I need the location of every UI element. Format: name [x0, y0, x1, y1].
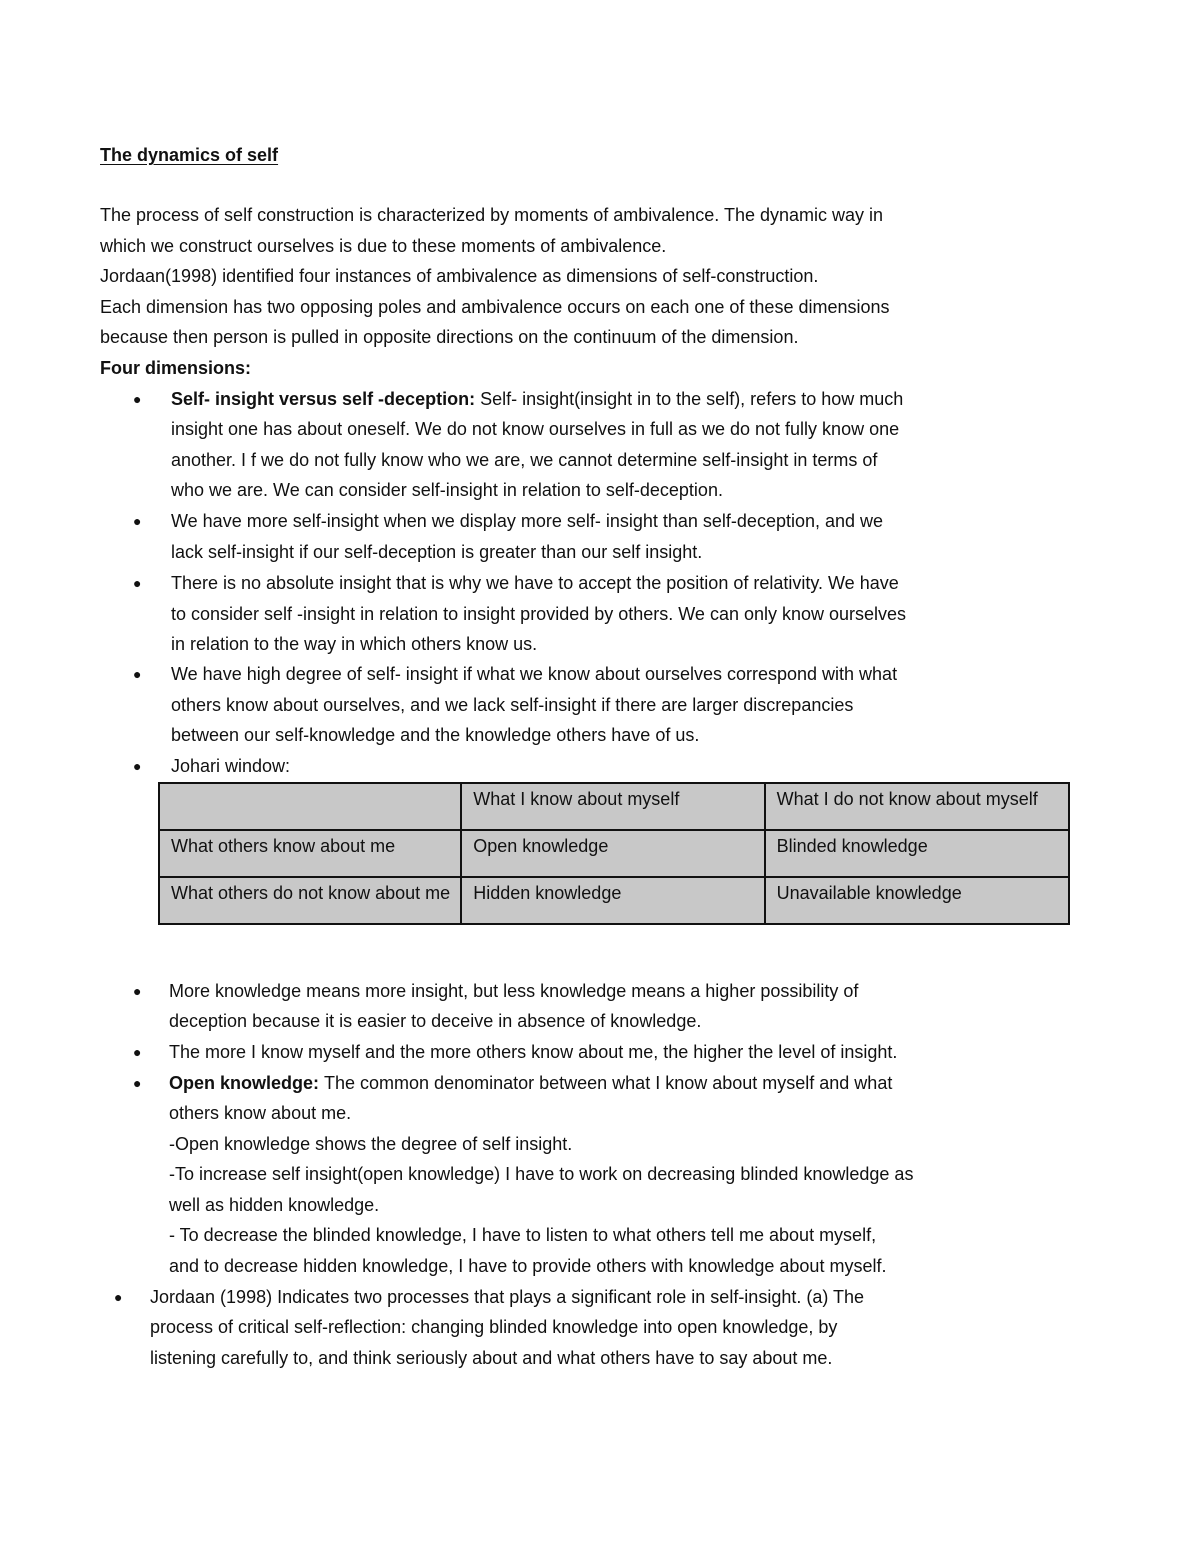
bullet-icon: ● [133, 758, 142, 774]
table-header-cell [159, 783, 461, 830]
list-item-line: listening carefully to, and think seriously about and what others have to say about me. [150, 1348, 833, 1368]
list-item: The more I know myself and the more others know about me, the higher the level of insight. [169, 1042, 898, 1062]
table-row [159, 877, 1069, 924]
list-item-line: who we are. We can consider self-insight in relation to self-deception. [171, 480, 723, 500]
bullet-text: The common denominator between what I know about myself and what [324, 1073, 893, 1093]
list-item-line: -Open knowledge shows the degree of self insight. [169, 1134, 573, 1154]
list-item: More knowledge means more insight, but less knowledge means a higher possibility of [169, 981, 859, 1001]
bullet-text: Self- insight(insight in to the self), refers to how much [480, 389, 904, 409]
list-item-line: another. I f we do not fully know who we are, we cannot determine self-insight in terms of [171, 450, 878, 470]
list-item-line: -To increase self insight(open knowledge) I have to work on decreasing blinded knowledge as [169, 1164, 914, 1184]
list-item-line: insight one has about oneself. We do not know ourselves in full as we do not fully know one [171, 419, 900, 439]
table-header-cell: What I know about myself [461, 783, 764, 830]
bullet-bold-term: Self- insight versus self -deception: [171, 389, 481, 409]
list-item: There is no absolute insight that is why we have to accept the position of relativity. We have [171, 573, 899, 593]
list-item: Jordaan (1998) Indicates two processes that plays a significant role in self-insight. (a) The [150, 1287, 865, 1307]
bullet-icon: ● [133, 575, 142, 591]
list-item [171, 387, 903, 411]
table-cell: Unavailable knowledge [765, 877, 1069, 924]
list-item-line: - To decrease the blinded knowledge, I have to listen to what others tell me about myself, [169, 1225, 877, 1245]
table-cell: Open knowledge [461, 830, 764, 877]
list-item-line: between our self-knowledge and the knowledge others have of us. [171, 725, 700, 745]
bullet-icon: ● [133, 1044, 142, 1060]
list-item: We have more self-insight when we display more self- insight than self-deception, and we [171, 511, 884, 531]
table-cell: Hidden knowledge [461, 877, 764, 924]
list-item-line: others know about me. [169, 1103, 352, 1123]
list-item-line: others know about ourselves, and we lack self-insight if there are larger discrepancies [171, 695, 854, 715]
johari-window-table [158, 782, 1070, 925]
list-item: Johari window: [171, 756, 291, 776]
page-title: The dynamics of self [100, 145, 279, 165]
table-row-label: What others do not know about me [159, 877, 461, 924]
list-item [169, 1071, 892, 1095]
list-item-line: and to decrease hidden knowledge, I have to provide others with knowledge about myself. [169, 1256, 887, 1276]
table-row [159, 830, 1069, 877]
bullet-icon: ● [133, 983, 142, 999]
table-row-label: What others know about me [159, 830, 461, 877]
table-header-row [159, 783, 1069, 830]
list-item-line: process of critical self-reflection: changing blinded knowledge into open knowledge, by [150, 1317, 838, 1337]
section-heading: Four dimensions: [100, 358, 252, 378]
bullet-bold-term: Open knowledge: [169, 1073, 325, 1093]
intro-line: The process of self construction is characterized by moments of ambivalence. The dynamic way in [100, 205, 884, 225]
list-item-line: deception because it is easier to deceive in absence of knowledge. [169, 1011, 702, 1031]
intro-line: Each dimension has two opposing poles and ambivalence occurs on each one of these dimensions [100, 297, 890, 317]
list-item-line: to consider self -insight in relation to insight provided by others. We can only know ourselves [171, 604, 907, 624]
list-item: We have high degree of self- insight if what we know about ourselves correspond with what [171, 664, 898, 684]
list-item-line: lack self-insight if our self-deception is greater than our self insight. [171, 542, 703, 562]
bullet-icon: ● [133, 666, 142, 682]
list-item-line: well as hidden knowledge. [169, 1195, 380, 1215]
bullet-icon: ● [133, 391, 142, 407]
intro-line: Jordaan(1998) identified four instances of ambivalence as dimensions of self-construction. [100, 266, 819, 286]
table-cell: Blinded knowledge [765, 830, 1069, 877]
bullet-icon: ● [133, 513, 142, 529]
table-header-cell: What I do not know about myself [765, 783, 1069, 830]
bullet-icon: ● [114, 1289, 123, 1305]
list-item-line: in relation to the way in which others know us. [171, 634, 538, 654]
intro-line: which we construct ourselves is due to these moments of ambivalence. [100, 236, 667, 256]
intro-line: because then person is pulled in opposite directions on the continuum of the dimension. [100, 327, 799, 347]
bullet-icon: ● [133, 1075, 142, 1091]
